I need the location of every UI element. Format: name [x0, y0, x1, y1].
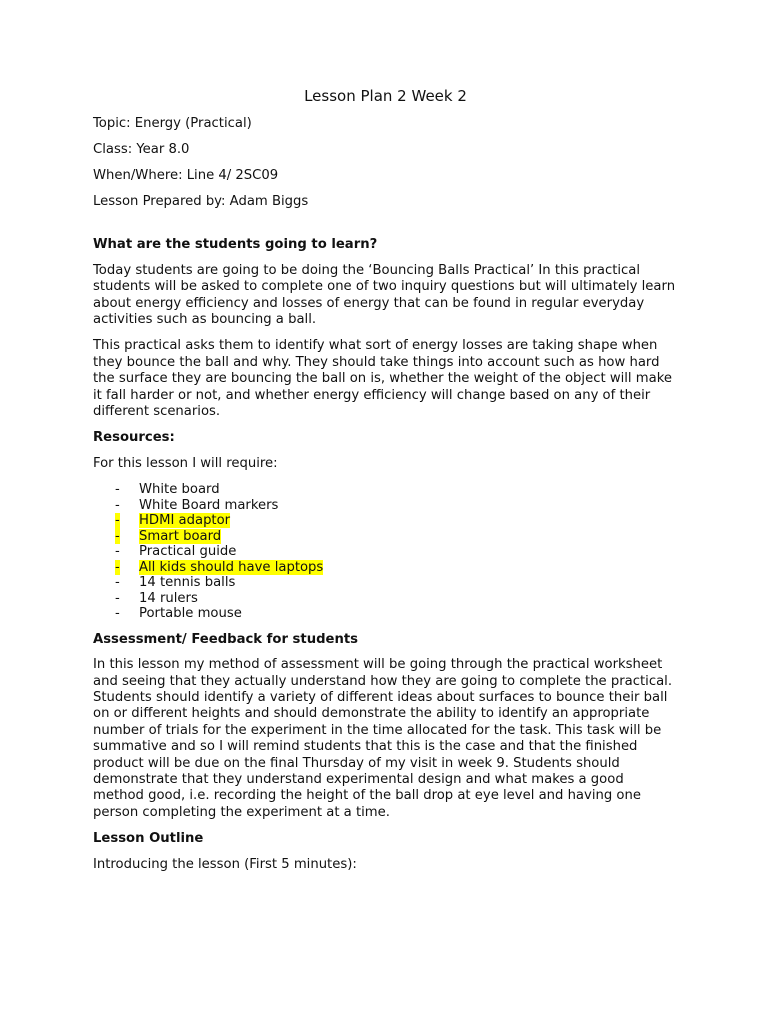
resource-item — [115, 606, 678, 622]
resource-item-label: White Board markers — [139, 497, 279, 513]
resource-item-label: All kids should have laptops — [139, 559, 324, 575]
resource-item-label: Portable mouse — [139, 606, 242, 622]
resource-item — [115, 482, 678, 498]
list-dash: - — [115, 497, 120, 513]
resource-item-label: 14 tennis balls — [139, 575, 236, 591]
resource-item — [115, 544, 678, 560]
lesson-outline-heading: Lesson Outline — [93, 831, 204, 847]
list-dash: - — [115, 606, 120, 622]
resource-item — [115, 560, 678, 576]
assessment-paragraph: In this lesson my method of assessment will be going through the practical worksheet and seeing that they actually understand how they are going to complete the practical. Students should identify a variety of different ideas about surfaces to bounce their ball on or different heights and should demonstrate the ability to identify an appropriate number of trials for the experiment in the time allocated for the task. This task will be summative and so I will remind students that this is the case and that the finished product will be due on the final Thursday of my visit in week 9. Students should demonstrate that they understand experimental design and what makes a good method good, i.e. recording the height of the ball drop at eye level and having one person completing the experiment at a time. — [93, 657, 673, 820]
resources-intro: For this lesson I will require: — [93, 455, 278, 471]
learn-paragraph-2: This practical asks them to identify what sort of energy losses are taking shape when they bounce the ball and why. They should take things into account such as how hard the surface they are bouncing the ball on is, whether the weight of the object will make it fall harder or not, and whether energy efficiency will change based on any of their different scenarios. — [93, 338, 673, 420]
topic-line: Topic: Energy (Practical) — [93, 116, 252, 131]
learn-heading: What are the students going to learn? — [93, 237, 378, 253]
resource-item-label: Smart board — [139, 528, 222, 544]
resource-item — [115, 498, 678, 514]
list-dash: - — [115, 590, 120, 606]
resources-heading: Resources: — [93, 430, 175, 446]
learn-paragraph-1: Today students are going to be doing the ‘Bouncing Balls Practical’ In this practical students will be asked to complete one of two inquiry questions but will ultimately learn about energy efficiency and losses of energy that can be found in regular everyday activities such as bouncing a ball. — [93, 262, 676, 328]
resource-item — [115, 591, 678, 607]
resource-item — [115, 575, 678, 591]
resources-list — [93, 482, 678, 622]
resource-item — [115, 513, 678, 529]
when-where-line: When/Where: Line 4/ 2SC09 — [93, 168, 279, 183]
resource-item-label: Practical guide — [139, 544, 237, 560]
list-dash: - — [115, 528, 120, 544]
list-dash: - — [115, 575, 120, 591]
document-title: Lesson Plan 2 Week 2 — [304, 87, 467, 105]
resource-item-label: 14 rulers — [139, 590, 198, 606]
assessment-heading: Assessment/ Feedback for students — [93, 631, 359, 647]
resource-item — [115, 529, 678, 545]
lesson-outline-intro: Introducing the lesson (First 5 minutes): — [93, 856, 357, 872]
class-line: Class: Year 8.0 — [93, 142, 190, 157]
prepared-by-line: Lesson Prepared by: Adam Biggs — [93, 194, 309, 209]
list-dash: - — [115, 513, 120, 529]
list-dash: - — [115, 544, 120, 560]
resource-item-label: HDMI adaptor — [139, 513, 231, 529]
resource-item-label: White board — [139, 482, 220, 498]
list-dash: - — [115, 559, 120, 575]
list-dash: - — [115, 482, 120, 498]
